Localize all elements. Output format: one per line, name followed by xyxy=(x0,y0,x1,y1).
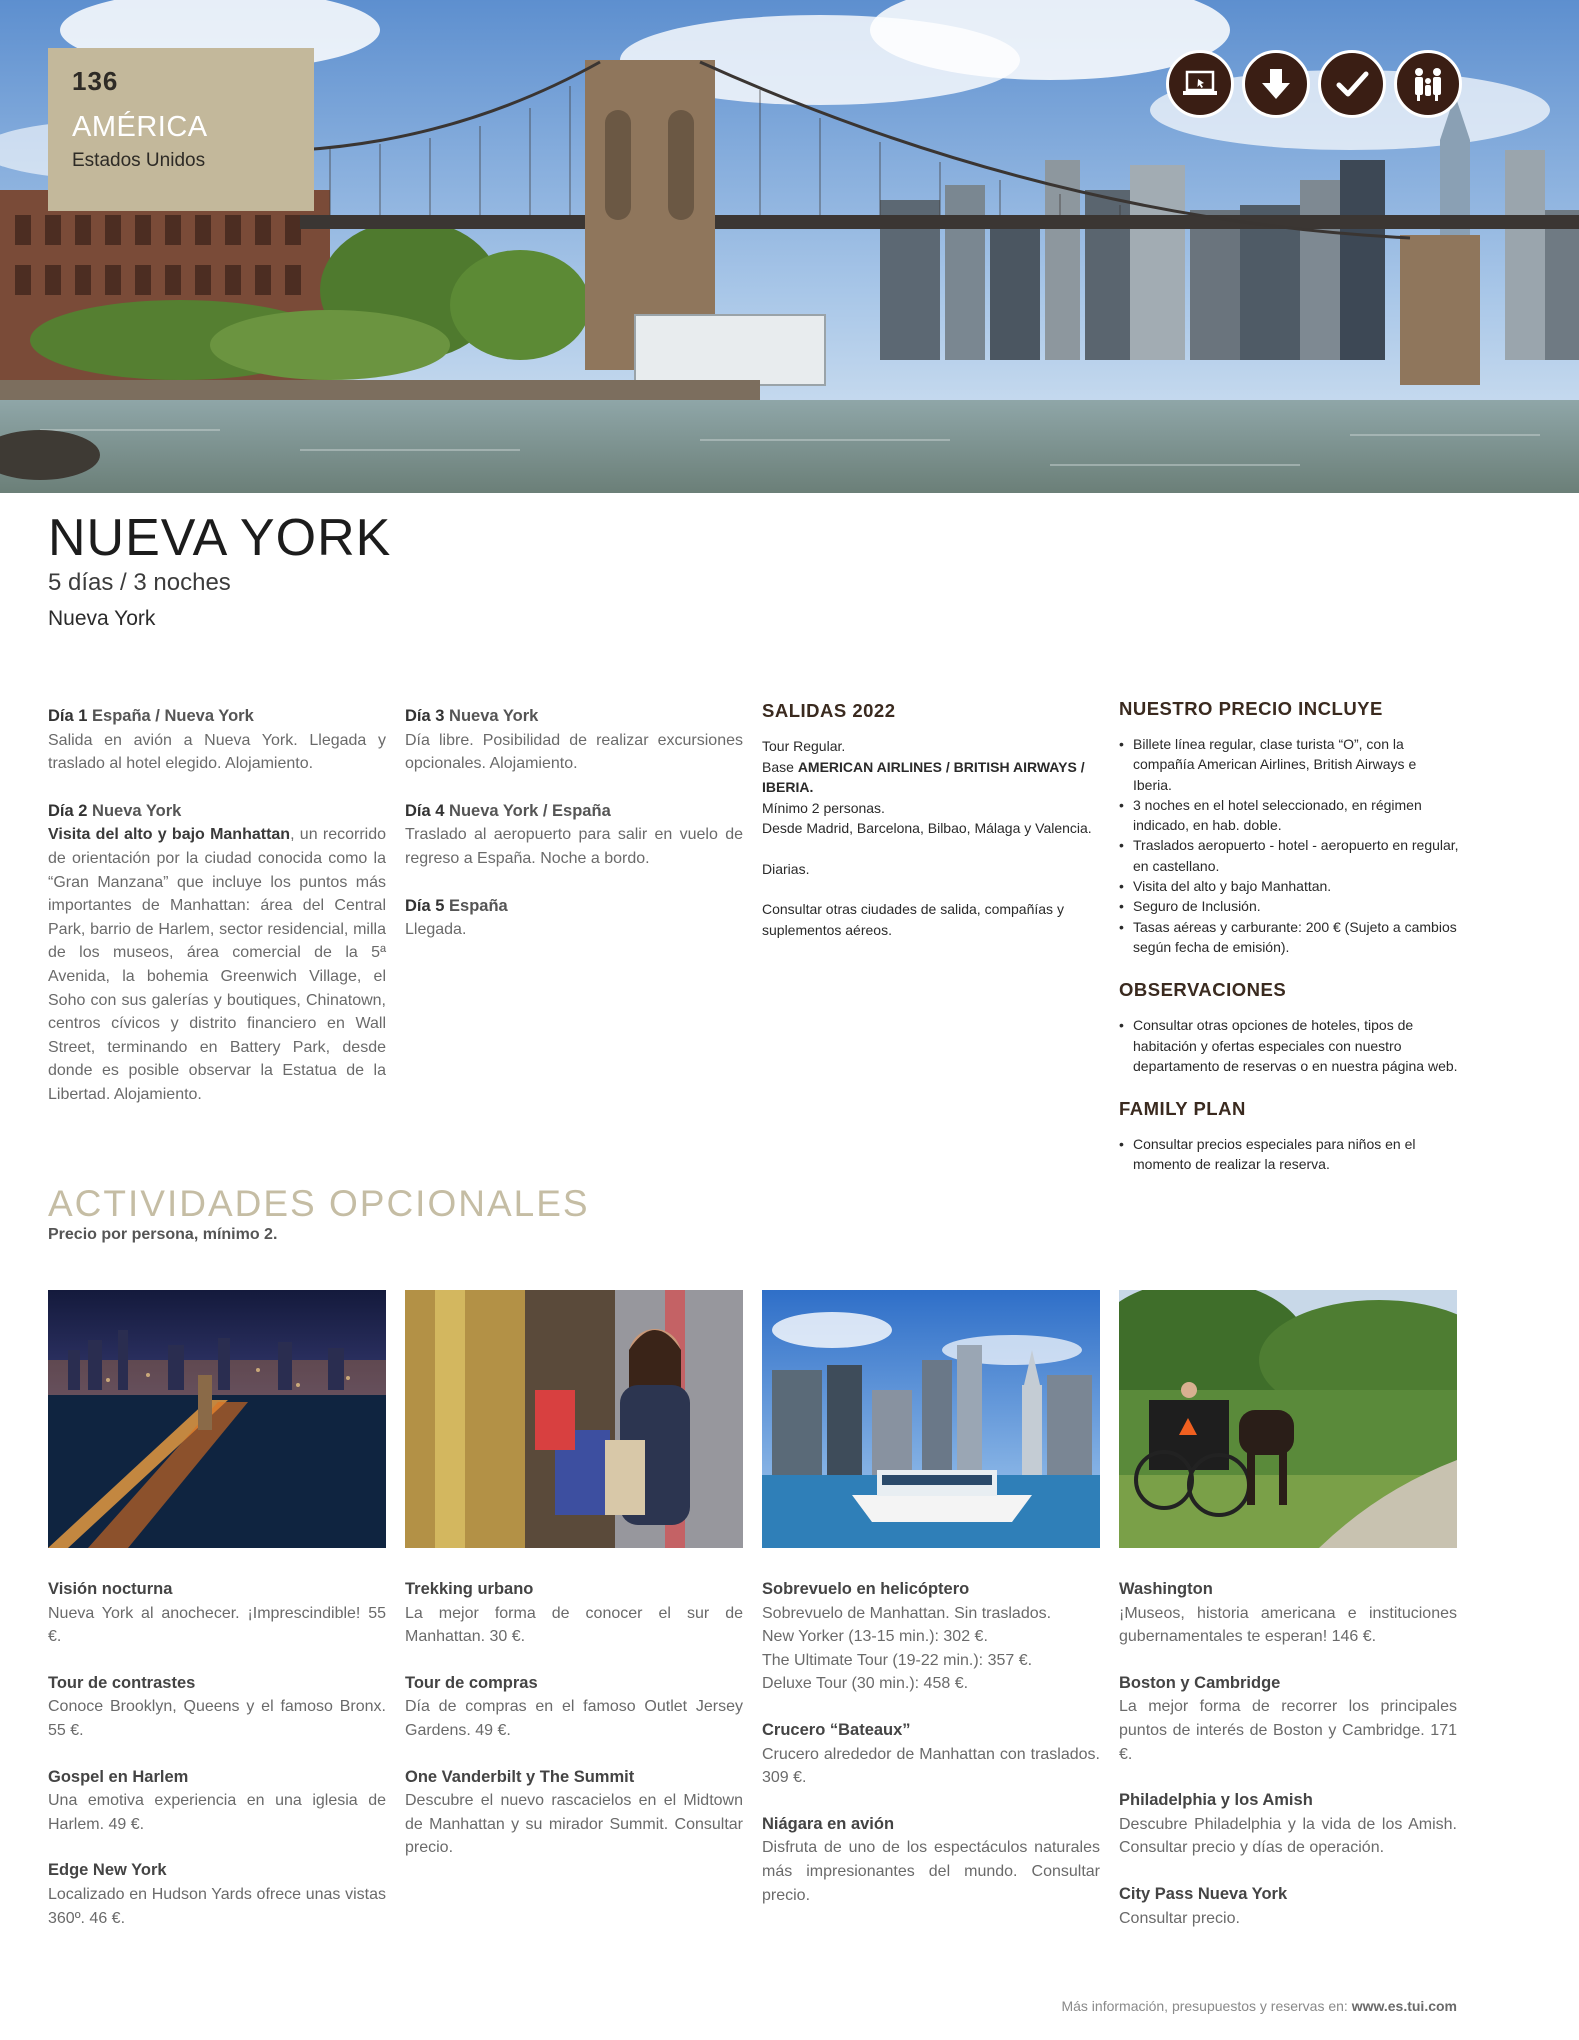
day-heading: Día 4 Nueva York / España xyxy=(405,801,611,820)
feature-badges xyxy=(1166,50,1462,118)
activities-column-1 xyxy=(48,1578,386,1953)
list-item: • Visita del alto y bajo Manhattan. xyxy=(1119,876,1459,896)
salidas-title: SALIDAS 2022 xyxy=(762,700,896,721)
includes-title: NUESTRO PRECIO INCLUYE xyxy=(1119,698,1383,719)
activities-column-2 xyxy=(405,1578,743,1883)
family-icon xyxy=(1394,50,1462,118)
activity-desc: La mejor forma de recorrer los principales puntos de interés de Boston y Cambridge. 171 €. xyxy=(1119,1698,1457,1763)
activity-item xyxy=(405,1578,743,1649)
day-heading: Día 5 España xyxy=(405,896,508,915)
activity-price-line: The Ultimate Tour (19-22 min.): 357 €. xyxy=(762,1651,1033,1669)
photo-shopping-woman xyxy=(405,1290,743,1548)
activity-name: Sobrevuelo en helicóptero xyxy=(762,1580,970,1598)
list-item: • Traslados aeropuerto - hotel - aeropuerto en regular, en castellano. xyxy=(1119,835,1459,876)
family-plan-list xyxy=(1119,1134,1459,1175)
observaciones-list xyxy=(1119,1015,1459,1076)
footer-note: Más información, presupuestos y reservas en: www.es.tui.com xyxy=(1061,1998,1457,2014)
day-heading: Día 3 Nueva York xyxy=(405,707,539,725)
page-title: NUEVA YORK xyxy=(48,509,392,567)
itinerary-day xyxy=(48,705,386,776)
activity-desc: La mejor forma de conocer el sur de Manhattan. 30 €. xyxy=(405,1604,743,1646)
list-item: • 3 noches en el hotel seleccionado, en régimen indicado, en hab. doble. xyxy=(1119,795,1459,836)
activity-desc: Disfruta de uno de los espectáculos naturales más impresionantes del mundo. Consultar precio. xyxy=(762,1839,1100,1904)
includes-section xyxy=(1119,698,1459,1175)
activity-item xyxy=(762,1813,1100,1907)
activity-name: Tour de compras xyxy=(405,1673,538,1692)
download-icon xyxy=(1242,50,1310,118)
activity-item xyxy=(1119,1672,1457,1766)
page-number: 136 xyxy=(72,66,119,96)
activities-column-4 xyxy=(1119,1578,1457,1953)
list-item: • Consultar precios especiales para niños en el momento de realizar la reserva. xyxy=(1119,1134,1459,1175)
activity-desc: Una emotiva experiencia en una iglesia de Harlem. 49 €. xyxy=(48,1792,386,1833)
itinerary-column-2 xyxy=(405,705,743,966)
trip-city: Nueva York xyxy=(48,607,156,630)
list-item: • Billete línea regular, clase turista “O”, con la compañía American Airlines, British Airways e Iberia. xyxy=(1119,734,1459,795)
salidas-note: Consultar otras ciudades de salida, compañías y suplementos aéreos. xyxy=(762,901,1064,938)
photo-night-skyline xyxy=(48,1290,386,1548)
activity-price-line: New Yorker (13-15 min.): 302 €. xyxy=(762,1628,988,1646)
activity-desc: Consultar precio. xyxy=(1119,1909,1240,1927)
salidas-airlines: Base AMERICAN AIRLINES / BRITISH AIRWAYS / IBERIA. xyxy=(762,758,1085,795)
list-item: • Consultar otras opciones de hoteles, tipos de habitación y ofertas especiales con nuestro departamento de reservas o en nuestra página web. xyxy=(1119,1015,1459,1076)
activity-name: City Pass Nueva York xyxy=(1119,1884,1288,1903)
family-plan-title: FAMILY PLAN xyxy=(1119,1098,1246,1120)
activity-item xyxy=(1119,1578,1457,1649)
itinerary-day xyxy=(405,800,743,871)
itinerary-column-1 xyxy=(48,705,386,1131)
itinerary-day xyxy=(405,705,743,776)
day-text: Visita del alto y bajo Manhattan, un recorrido de orientación por la ciudad conocida como la “Gran Manzana” que incluye los puntos más importantes de Manhattan: área del Central Park, barrio de Harlem, sector residencial, milla de los museos, área comercial de la 5ª Avenida, la bohemia Greenwich Village, el Soho con sus galerías y boutiques, Chinatown, centros cívicos y distrito financiero en Wall Street, terminando en Battery Park, desde donde es posible observar la Estatua de la Libertad. Alojamiento. xyxy=(48,826,387,1103)
activity-item xyxy=(1119,1883,1457,1930)
salidas-frequency: Diarias. xyxy=(762,860,810,877)
activity-name: Boston y Cambridge xyxy=(1119,1673,1281,1692)
day-text: Llegada. xyxy=(405,921,467,939)
activity-name: Niágara en avión xyxy=(762,1814,895,1833)
activity-item xyxy=(762,1719,1100,1790)
includes-list xyxy=(1119,734,1459,957)
activity-desc: Nueva York al anochecer. ¡Imprescindible! 55 €. xyxy=(48,1604,386,1646)
activity-item xyxy=(48,1859,386,1930)
activity-desc: ¡Museos, historia americana e instituciones gubernamentales te esperan! 146 €. xyxy=(1119,1604,1457,1646)
activity-name: Visión nocturna xyxy=(48,1580,173,1598)
activity-item xyxy=(48,1672,386,1743)
observaciones-title: OBSERVACIONES xyxy=(1119,979,1287,1001)
salidas-cities: Desde Madrid, Barcelona, Bilbao, Málaga y Valencia. xyxy=(762,820,1092,836)
activity-item xyxy=(405,1766,743,1860)
activities-column-3 xyxy=(762,1578,1100,1930)
activity-name: Washington xyxy=(1119,1580,1213,1598)
activity-item xyxy=(1119,1789,1457,1860)
activity-desc: Descubre el nuevo rascacielos en el Midtown de Manhattan y su mirador Summit. Consultar precio. xyxy=(405,1792,743,1857)
list-item: • Seguro de Inclusión. xyxy=(1119,896,1459,916)
activity-name: Philadelphia y los Amish xyxy=(1119,1791,1313,1810)
activity-name: One Vanderbilt y The Summit xyxy=(405,1767,635,1786)
activity-item xyxy=(48,1578,386,1649)
photo-amish-buggy xyxy=(1119,1290,1457,1548)
activity-name: Crucero “Bateaux” xyxy=(762,1720,911,1739)
itinerary-day xyxy=(405,895,743,942)
region-label: AMÉRICA xyxy=(72,111,208,143)
salidas-tour: Tour Regular. xyxy=(762,738,846,754)
day-text: Traslado al aeropuerto para salir en vuelo de regreso a España. Noche a bordo. xyxy=(405,826,743,867)
activity-item xyxy=(48,1766,386,1837)
activity-item xyxy=(762,1578,1100,1696)
page-tag xyxy=(48,48,314,211)
activity-desc: Crucero alrededor de Manhattan con traslados. 309 €. xyxy=(762,1745,1100,1787)
activity-desc: Día de compras en el famoso Outlet Jersey Gardens. 49 €. xyxy=(405,1698,743,1739)
salidas-minimum: Mínimo 2 personas. xyxy=(762,799,885,816)
activity-price-line: Deluxe Tour (30 min.): 458 €. xyxy=(762,1675,969,1693)
trip-duration: 5 días / 3 noches xyxy=(48,569,231,596)
photo-cruise-boat xyxy=(762,1290,1100,1548)
activity-desc: Descubre Philadelphia y la vida de los Amish. Consultar precio y días de operación. xyxy=(1119,1815,1457,1857)
list-item: • Tasas aéreas y carburante: 200 € (Sujeto a cambios según fecha de emisión). xyxy=(1119,917,1459,958)
activity-name: Trekking urbano xyxy=(405,1580,534,1598)
activities-title: ACTIVIDADES OPCIONALES xyxy=(48,1183,590,1224)
activity-name: Gospel en Harlem xyxy=(48,1767,189,1786)
activity-name: Edge New York xyxy=(48,1861,167,1880)
day-text: Día libre. Posibilidad de realizar excursiones opcionales. Alojamiento. xyxy=(405,731,743,773)
activity-name: Tour de contrastes xyxy=(48,1673,196,1692)
laptop-icon xyxy=(1166,50,1234,118)
activity-item xyxy=(405,1672,743,1743)
activity-desc: Localizado en Hudson Yards ofrece unas vistas 360º. 46 €. xyxy=(48,1885,386,1927)
day-text: Salida en avión a Nueva York. Llegada y traslado al hotel elegido. Alojamiento. xyxy=(48,731,386,773)
footer-link[interactable]: www.es.tui.com xyxy=(1351,1998,1457,2014)
day-heading: Día 2 Nueva York xyxy=(48,801,182,820)
day-heading: Día 1 España / Nueva York xyxy=(48,707,254,725)
check-icon xyxy=(1318,50,1386,118)
activity-desc: Conoce Brooklyn, Queens y el famoso Bronx. 55 €. xyxy=(48,1698,386,1739)
country-label: Estados Unidos xyxy=(72,150,206,171)
activity-desc: Sobrevuelo de Manhattan. Sin traslados. xyxy=(762,1604,1052,1622)
itinerary-day xyxy=(48,800,386,1107)
activities-subtitle: Precio por persona, mínimo 2. xyxy=(48,1226,278,1243)
salidas-section xyxy=(762,700,1100,940)
